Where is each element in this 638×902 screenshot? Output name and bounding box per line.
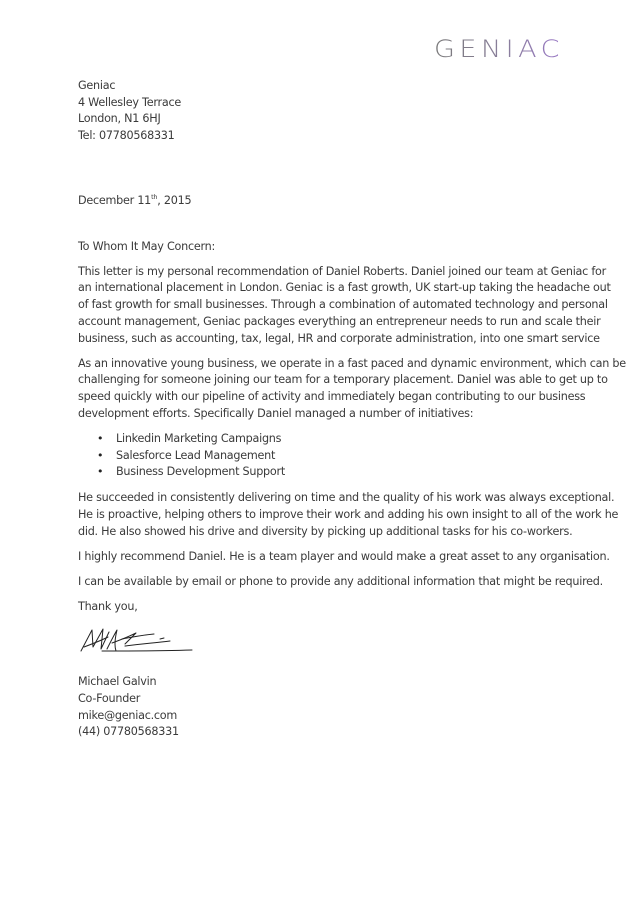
signatory-phone: (44) 07780568331 xyxy=(78,725,179,739)
closing: Thank you, xyxy=(78,600,138,614)
bullet-icon: • xyxy=(97,465,104,479)
signatory-email: mike@geniac.com xyxy=(78,708,178,722)
sender-city: London, N1 6HJ xyxy=(78,112,161,126)
paragraph-contact xyxy=(78,574,603,591)
signatory-name: Michael Galvin xyxy=(78,675,157,689)
initiatives-list xyxy=(78,431,568,481)
sender-name: Geniac xyxy=(78,79,116,92)
letter-date xyxy=(78,193,568,210)
list-item xyxy=(78,464,568,481)
paragraph-line: speed quickly with our pipeline of activity and immediately began contributing to our business xyxy=(78,390,586,404)
list-item xyxy=(78,448,568,465)
bullet-icon: • xyxy=(97,448,104,462)
paragraph-environment xyxy=(78,356,626,423)
list-item-label: Business Development Support xyxy=(116,465,285,479)
paragraph-line: challenging for someone joining our team for a temporary placement. Daniel was able to get up to xyxy=(78,373,608,387)
signature-image xyxy=(78,624,198,658)
sender-street: 4 Wellesley Terrace xyxy=(78,95,182,109)
letter-body xyxy=(78,78,626,741)
list-item-label: Salesforce Lead Management xyxy=(116,448,276,462)
list-item-label: Linkedin Marketing Campaigns xyxy=(116,432,282,446)
date-suffix: th xyxy=(151,192,158,201)
paragraph-line: development efforts. Specifically Daniel managed a number of initiatives: xyxy=(78,406,474,420)
paragraph-intro xyxy=(78,264,611,348)
signatory xyxy=(78,674,568,741)
paragraph-line: business, such as accounting, tax, legal, HR and corporate administration, into one smart service xyxy=(78,331,600,345)
paragraph-line: He is proactive, helping others to improve their work and adding his own insight to all of the work he xyxy=(78,507,619,521)
paragraph-recommend xyxy=(78,549,610,566)
salutation: To Whom It May Concern: xyxy=(78,239,216,253)
paragraph-performance xyxy=(78,490,619,540)
signatory-title: Co-Founder xyxy=(78,692,141,706)
list-item xyxy=(78,431,568,448)
paragraph-line: I highly recommend Daniel. He is a team player and would make a great asset to any organisation. xyxy=(78,549,610,563)
paragraph-line: account management, Geniac packages everything an entrepreneur needs to run and scale their xyxy=(78,314,601,328)
date-year: , 2015 xyxy=(157,193,192,207)
paragraph-line: As an innovative young business, we operate in a fast paced and dynamic environment, which can be xyxy=(78,356,626,370)
date-main: December 11 xyxy=(78,193,152,207)
paragraph-line: did. He also showed his drive and diversity by picking up additional tasks for his co-workers. xyxy=(78,524,573,538)
bullet-icon: • xyxy=(97,432,104,446)
logo-wordmark: GENIAC xyxy=(434,35,564,63)
paragraph-line: This letter is my personal recommendation of Daniel Roberts. Daniel joined our team at Geniac for xyxy=(78,264,607,278)
geniac-logo xyxy=(434,33,566,63)
sender-address xyxy=(78,78,568,145)
paragraph-line: I can be available by email or phone to provide any additional information that might be required. xyxy=(78,574,603,588)
sender-phone: Tel: 07780568331 xyxy=(78,129,175,143)
paragraph-line: of fast growth for small businesses. Through a combination of automated technology and personal xyxy=(78,298,608,312)
paragraph-line: an international placement in London. Geniac is a fast growth, UK start-up taking the headache out xyxy=(78,281,611,295)
paragraph-line: He succeeded in consistently delivering on time and the quality of his work was always exceptional. xyxy=(78,491,615,505)
